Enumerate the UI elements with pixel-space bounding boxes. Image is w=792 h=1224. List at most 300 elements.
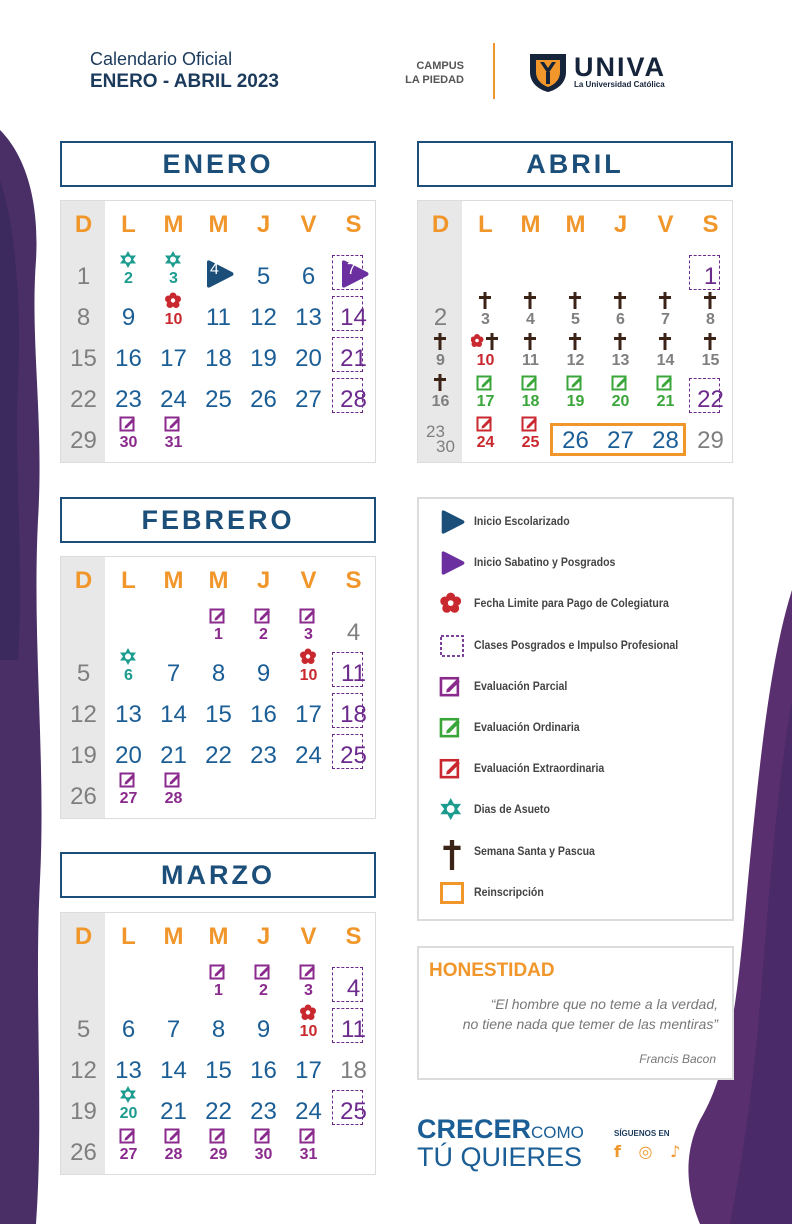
day-cell xyxy=(553,251,598,292)
weekday-header: M xyxy=(208,567,229,594)
campus-line-2: LA PIEDAD xyxy=(405,74,464,86)
day-cell xyxy=(151,415,196,456)
day-cell xyxy=(61,648,106,689)
day-cell xyxy=(241,374,286,415)
day-number: 15 xyxy=(70,345,97,372)
day-cell xyxy=(106,1045,151,1086)
day-cell xyxy=(643,251,688,292)
day-cell xyxy=(196,1045,241,1086)
day-cell xyxy=(106,607,151,648)
day-number: 28 xyxy=(164,1146,183,1163)
weekday-header: M xyxy=(565,211,586,238)
week-row xyxy=(61,1127,375,1168)
reinscripcion-highlight xyxy=(550,423,686,456)
parcial-icon xyxy=(209,963,227,980)
quote-line-2: no tiene nada que temer de las mentiras” xyxy=(462,1016,718,1032)
day-number: 18 xyxy=(521,393,540,410)
day-cell xyxy=(196,730,241,771)
cross-icon xyxy=(611,333,629,350)
day-cell xyxy=(151,292,196,333)
day-number: 3 xyxy=(481,311,490,328)
day-cell xyxy=(463,292,508,333)
day-cell xyxy=(241,415,286,456)
week-row xyxy=(61,771,375,812)
legend-item xyxy=(439,795,729,825)
day-cell xyxy=(196,1004,241,1045)
weekday-header: D xyxy=(74,923,93,950)
day-number: 5 xyxy=(76,660,91,687)
day-cell xyxy=(61,415,106,456)
day-number: 2 xyxy=(433,304,448,331)
day-number: 2 xyxy=(259,626,268,643)
day-number: 8 xyxy=(706,311,715,328)
day-cell xyxy=(553,374,598,415)
weekday-header: J xyxy=(613,211,628,238)
univa-emblem-icon xyxy=(528,52,568,92)
day-number: 1 xyxy=(214,982,223,999)
asueto-icon xyxy=(119,648,137,665)
legend-label: Evaluación Parcial xyxy=(474,678,568,693)
extra-icon xyxy=(476,415,494,432)
flower-icon xyxy=(299,1004,317,1021)
day-cell xyxy=(61,730,106,771)
extra-legend-icon xyxy=(439,757,465,781)
day-cell xyxy=(196,771,241,812)
week-row xyxy=(61,1045,375,1086)
day-cell xyxy=(553,333,598,374)
asueto-icon xyxy=(119,1086,137,1103)
legend-label: Inicio Escolarizado xyxy=(474,514,570,528)
day-number: 7 xyxy=(347,261,356,278)
legend-label: Fecha Limite para Pago de Colegiatura xyxy=(474,596,669,611)
week-row xyxy=(61,607,375,648)
day-cell xyxy=(106,251,151,292)
day-number: 23 xyxy=(115,386,142,413)
day-cell xyxy=(331,292,376,333)
week-row xyxy=(418,251,732,292)
day-cell xyxy=(151,1004,196,1045)
weekday-header: J xyxy=(256,567,271,594)
day-cell xyxy=(331,607,376,648)
day-number: 28 xyxy=(164,790,183,807)
day-number: 14 xyxy=(160,701,187,728)
day-cell xyxy=(61,1127,106,1168)
day-number: 25 xyxy=(340,1098,367,1125)
parcial-icon xyxy=(299,963,317,980)
day-number: 15 xyxy=(205,1057,232,1084)
day-cell xyxy=(286,1045,331,1086)
day-cell xyxy=(643,292,688,333)
day-number: 13 xyxy=(295,304,322,331)
weekday-header: M xyxy=(520,211,541,238)
day-number: 2 xyxy=(259,982,268,999)
day-number: 23 30 xyxy=(426,422,455,456)
day-cell xyxy=(196,1086,241,1127)
day-cell xyxy=(286,1004,331,1045)
day-cell xyxy=(151,374,196,415)
day-cell xyxy=(151,730,196,771)
day-cell xyxy=(61,251,106,292)
day-cell xyxy=(331,374,376,415)
week-row xyxy=(61,1086,375,1127)
asueto-icon xyxy=(164,251,182,268)
day-cell xyxy=(106,1086,151,1127)
weekday-header: V xyxy=(300,211,317,238)
day-cell xyxy=(61,607,106,648)
day-cell xyxy=(598,251,643,292)
escolarizado-legend-icon xyxy=(439,510,465,534)
day-cell xyxy=(688,374,733,415)
day-number: 1 xyxy=(214,626,223,643)
parcial-icon xyxy=(164,415,182,432)
parcial-icon xyxy=(119,415,137,432)
month-title-febrero: FEBRERO xyxy=(60,497,376,543)
day-number: 19 xyxy=(250,345,277,372)
day-number: 6 xyxy=(616,311,625,328)
day-cell xyxy=(241,1086,286,1127)
dashed-legend-icon xyxy=(439,634,465,658)
day-cell xyxy=(286,415,331,456)
day-cell xyxy=(286,689,331,730)
day-number: 22 xyxy=(697,386,724,413)
day-number: 14 xyxy=(160,1057,187,1084)
day-number: 10 xyxy=(299,667,318,684)
day-number: 24 xyxy=(295,742,322,769)
day-number: 5 xyxy=(571,311,580,328)
cross-icon xyxy=(431,333,449,350)
extra-icon xyxy=(521,415,539,432)
day-cell xyxy=(196,374,241,415)
day-number: 5 xyxy=(76,1016,91,1043)
quote-line-1: “El hombre que no teme a la verdad, xyxy=(490,996,718,1012)
cross-icon xyxy=(521,333,539,350)
parcial-icon xyxy=(164,771,182,788)
day-cell xyxy=(331,415,376,456)
parcial-icon xyxy=(119,1127,137,1144)
weekday-header: D xyxy=(74,211,93,238)
day-number: 14 xyxy=(340,304,367,331)
weekday-header: S xyxy=(345,211,362,238)
day-number: 24 xyxy=(476,434,495,451)
ordinaria-icon xyxy=(476,374,494,391)
day-cell xyxy=(196,689,241,730)
day-cell xyxy=(463,251,508,292)
flower-legend-icon xyxy=(439,592,465,616)
day-number: 6 xyxy=(121,1016,136,1043)
asueto-legend-icon xyxy=(439,798,465,822)
day-cell xyxy=(331,333,376,374)
parcial-icon xyxy=(254,607,272,624)
legend-label: Evaluación Extraordinaria xyxy=(474,761,605,776)
day-cell xyxy=(106,1127,151,1168)
day-number: 21 xyxy=(656,393,675,410)
day-number: 9 xyxy=(256,660,271,687)
day-number: 20 xyxy=(115,742,142,769)
day-number: 21 xyxy=(160,742,187,769)
honestidad-title: HONESTIDAD xyxy=(429,960,555,981)
day-cell xyxy=(331,1045,376,1086)
day-number: 4 xyxy=(526,311,535,328)
day-cell xyxy=(286,374,331,415)
day-number: 22 xyxy=(205,1098,232,1125)
day-cell xyxy=(151,333,196,374)
weekday-header: M xyxy=(208,211,229,238)
day-cell xyxy=(241,689,286,730)
legend-item xyxy=(439,631,729,661)
day-cell xyxy=(508,251,553,292)
day-number: 12 xyxy=(70,1057,97,1084)
weekday-header: M xyxy=(163,211,184,238)
parcial-icon xyxy=(119,771,137,788)
legend-item xyxy=(439,837,729,867)
day-number: 7 xyxy=(166,1016,181,1043)
week-row xyxy=(61,292,375,333)
asueto-icon xyxy=(119,251,137,268)
day-number: 30 xyxy=(119,434,138,451)
day-number: 17 xyxy=(476,393,495,410)
day-cell xyxy=(241,1127,286,1168)
quote-text xyxy=(418,994,718,1034)
cross-icon xyxy=(701,333,719,350)
day-cell xyxy=(151,607,196,648)
day-cell xyxy=(286,333,331,374)
day-cell xyxy=(106,648,151,689)
weekday-header: D xyxy=(431,211,450,238)
day-number: 25 xyxy=(340,742,367,769)
calendar-febrero xyxy=(60,556,376,819)
legend-item xyxy=(439,878,729,908)
day-cell xyxy=(688,251,733,292)
day-number: 19 xyxy=(566,393,585,410)
day-cell xyxy=(286,648,331,689)
weekday-header: M xyxy=(163,567,184,594)
day-number: 28 xyxy=(340,386,367,413)
day-number: 22 xyxy=(70,386,97,413)
legend-label: Clases Posgrados e Impulso Profesional xyxy=(474,637,679,652)
day-number: 15 xyxy=(701,352,720,369)
sabatino-legend-icon xyxy=(439,551,465,575)
day-number: 17 xyxy=(160,345,187,372)
crecer-slogan xyxy=(417,1116,584,1171)
day-number: 12 xyxy=(70,701,97,728)
day-number: 3 xyxy=(304,982,313,999)
logo-wordmark: UNIVA xyxy=(574,52,667,82)
cross-icon xyxy=(566,333,584,350)
day-cell xyxy=(331,648,376,689)
day-number: 14 xyxy=(656,352,675,369)
day-cell xyxy=(196,251,241,292)
day-cell xyxy=(61,374,106,415)
univa-logo xyxy=(528,52,708,92)
cross-legend-icon xyxy=(439,840,465,864)
day-cell xyxy=(418,333,463,374)
day-number: 20 xyxy=(119,1105,138,1122)
day-cell xyxy=(196,415,241,456)
weekday-header: L xyxy=(121,211,136,238)
legend-label: Dias de Asueto xyxy=(474,802,550,817)
day-cell xyxy=(196,333,241,374)
legend-label: Semana Santa y Pascua xyxy=(474,843,595,858)
parcial-icon xyxy=(209,1127,227,1144)
parcial-icon xyxy=(254,963,272,980)
day-number: 29 xyxy=(209,1146,228,1163)
day-cell xyxy=(61,333,106,374)
weekday-header: J xyxy=(256,211,271,238)
ordinaria-icon xyxy=(656,374,674,391)
day-number: 16 xyxy=(431,393,450,410)
legend-item xyxy=(439,548,729,578)
day-cell xyxy=(106,689,151,730)
slogan-tu-quieres: TÚ QUIERES xyxy=(417,1142,583,1172)
day-number: 5 xyxy=(256,263,271,290)
day-number: 26 xyxy=(250,386,277,413)
day-number: 16 xyxy=(250,1057,277,1084)
day-cell xyxy=(196,292,241,333)
cross-icon xyxy=(431,374,449,391)
day-number: 19 xyxy=(70,742,97,769)
day-number: 24 xyxy=(295,1098,322,1125)
day-number: 23 xyxy=(250,742,277,769)
quote-author: Francis Bacon xyxy=(639,1052,716,1066)
weekday-header: D xyxy=(74,567,93,594)
day-number: 22 xyxy=(205,742,232,769)
week-row xyxy=(61,374,375,415)
month-title-abril: ABRIL xyxy=(417,141,733,187)
day-number: 11 xyxy=(341,660,366,687)
social-links xyxy=(614,1129,686,1161)
cross-icon xyxy=(611,292,629,309)
day-number: 8 xyxy=(211,660,226,687)
day-cell xyxy=(508,292,553,333)
weekday-header: V xyxy=(300,567,317,594)
day-number: 6 xyxy=(301,263,316,290)
day-cell xyxy=(106,333,151,374)
day-cell xyxy=(508,415,553,456)
siguenos-label: SÍGUENOS EN xyxy=(614,1129,670,1138)
day-number: 26 xyxy=(70,783,97,810)
weekday-header: S xyxy=(345,567,362,594)
cross-icon xyxy=(656,333,674,350)
day-cell xyxy=(286,251,331,292)
flowercross-icon xyxy=(471,333,501,350)
day-number: 25 xyxy=(205,386,232,413)
day-number: 11 xyxy=(206,304,231,331)
day-number: 11 xyxy=(341,1016,366,1043)
day-cell xyxy=(688,415,733,456)
campus-label xyxy=(380,59,464,87)
ordinaria-icon xyxy=(521,374,539,391)
day-cell xyxy=(598,292,643,333)
day-cell xyxy=(61,1004,106,1045)
day-cell xyxy=(241,730,286,771)
day-cell xyxy=(331,963,376,1004)
day-number: 4 xyxy=(346,975,361,1002)
day-number: 27 xyxy=(119,790,138,807)
day-cell xyxy=(418,374,463,415)
day-number: 13 xyxy=(115,1057,142,1084)
day-cell xyxy=(151,771,196,812)
day-cell xyxy=(643,374,688,415)
cross-icon xyxy=(701,292,719,309)
legend-item xyxy=(439,713,729,743)
day-number: 3 xyxy=(304,626,313,643)
day-number: 13 xyxy=(611,352,630,369)
day-number: 29 xyxy=(70,427,97,454)
day-cell xyxy=(241,333,286,374)
weekday-header: J xyxy=(256,923,271,950)
week-row xyxy=(61,963,375,1004)
day-number: 27 xyxy=(607,427,634,454)
day-cell xyxy=(61,292,106,333)
calendar-enero xyxy=(60,200,376,463)
legend-item xyxy=(439,589,729,619)
day-cell xyxy=(598,333,643,374)
parcial-icon xyxy=(254,1127,272,1144)
week-row xyxy=(61,648,375,689)
day-number: 20 xyxy=(295,345,322,372)
day-cell xyxy=(688,333,733,374)
week-row xyxy=(61,251,375,292)
legend-label: Evaluación Ordinaria xyxy=(474,720,580,734)
day-number: 26 xyxy=(562,427,589,454)
day-cell xyxy=(418,251,463,292)
legend-label: Reinscripción xyxy=(474,884,544,899)
day-cell xyxy=(286,771,331,812)
social-icons[interactable]: f ◎ ♪ xyxy=(614,1142,687,1161)
day-cell xyxy=(106,292,151,333)
day-cell xyxy=(196,963,241,1004)
week-row xyxy=(61,333,375,374)
week-row xyxy=(61,1004,375,1045)
cross-icon xyxy=(656,292,674,309)
legend-label: Inicio Sabatino y Posgrados xyxy=(474,555,616,570)
day-cell xyxy=(286,730,331,771)
day-number: 4 xyxy=(210,261,219,278)
legend-item xyxy=(439,754,729,784)
day-cell xyxy=(106,771,151,812)
slogan-como: COMO xyxy=(531,1123,584,1142)
parcial-icon xyxy=(299,607,317,624)
day-cell xyxy=(151,689,196,730)
day-cell xyxy=(688,292,733,333)
day-cell xyxy=(463,415,508,456)
day-cell xyxy=(598,374,643,415)
day-number: 26 xyxy=(70,1139,97,1166)
day-number: 21 xyxy=(340,345,367,372)
day-cell xyxy=(286,963,331,1004)
parcial-icon xyxy=(209,607,227,624)
day-cell xyxy=(196,607,241,648)
day-cell xyxy=(61,1086,106,1127)
month-title-marzo: MARZO xyxy=(60,852,376,898)
day-cell xyxy=(331,1086,376,1127)
day-cell xyxy=(331,771,376,812)
day-cell xyxy=(151,648,196,689)
day-number: 7 xyxy=(166,660,181,687)
day-number: 13 xyxy=(115,701,142,728)
weekday-header: V xyxy=(300,923,317,950)
document-title xyxy=(90,48,279,94)
week-row xyxy=(418,374,732,415)
day-number: 10 xyxy=(299,1023,318,1040)
cross-icon xyxy=(521,292,539,309)
header-divider xyxy=(493,43,495,99)
day-cell xyxy=(106,374,151,415)
ordinaria-icon xyxy=(611,374,629,391)
day-cell xyxy=(106,730,151,771)
day-cell xyxy=(508,333,553,374)
day-cell xyxy=(151,1127,196,1168)
